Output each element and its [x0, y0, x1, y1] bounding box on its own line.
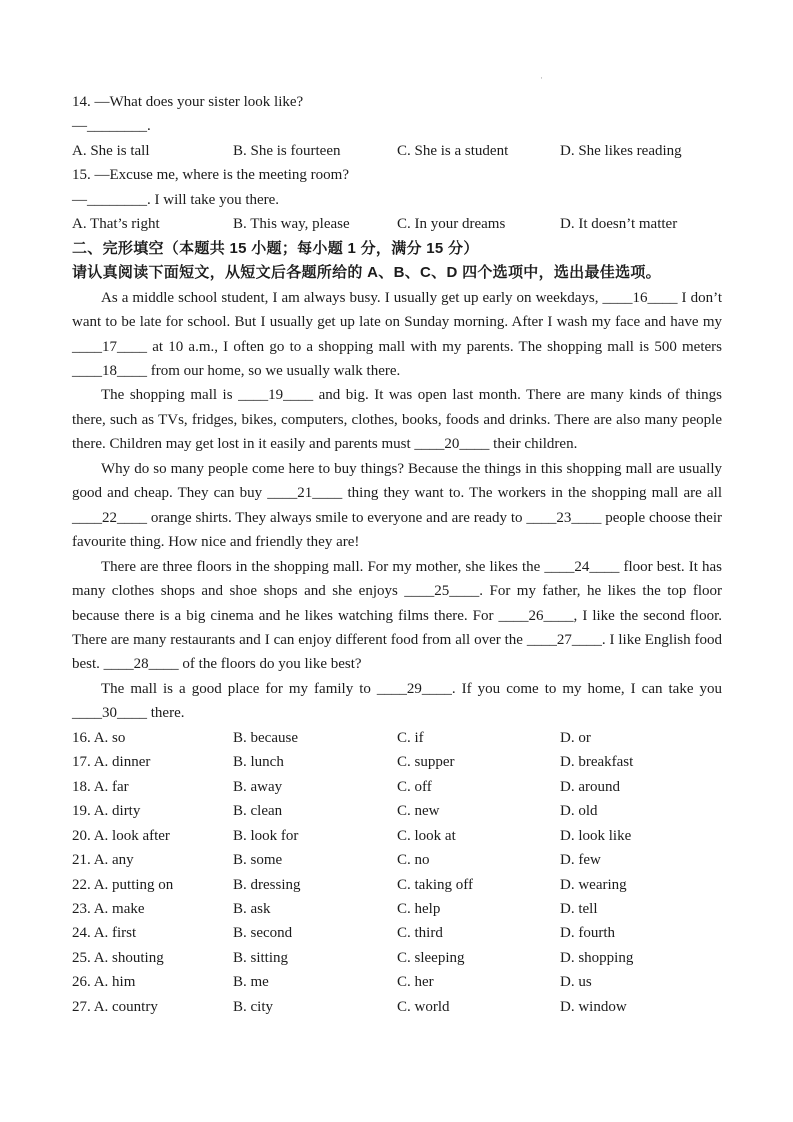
cloze-row-27 — [72, 995, 722, 1019]
option-a: 21. A. any — [72, 852, 134, 869]
option-d: D. look like — [560, 827, 632, 844]
option-c: C. sleeping — [397, 949, 465, 966]
cloze-row-19 — [72, 799, 722, 823]
question-15-options — [72, 212, 722, 236]
option-d: D. old — [560, 803, 598, 820]
section-heading: 二、完形填空（本题共 15 小题；每小题 1 分，满分 15 分） — [72, 239, 479, 257]
option-b: B. me — [233, 974, 269, 991]
option-a: 17. A. dinner — [72, 754, 151, 771]
option-b: B. away — [233, 778, 283, 795]
cloze-row-25 — [72, 946, 722, 970]
option-b: B. This way, please — [233, 216, 350, 233]
question-14-options — [72, 139, 722, 163]
option-d: D. or — [560, 729, 591, 746]
option-c: C. no — [397, 852, 430, 869]
passage-paragraph-1: As a middle school student, I am always busy. I usually get up early on weekdays, ____16____ I don’t want to be late for school. But I usually get up late on Sunday morning. After I wash my face and have my ____17____ at 10 a.m., I often go to a shopping mall with my parents. The shopping mall is 500 meters ____18____ from our home, so we usually walk there. — [72, 289, 722, 379]
cloze-row-23 — [72, 897, 722, 921]
option-d: D. It doesn’t matter — [560, 216, 678, 233]
option-a: 19. A. dirty — [72, 803, 141, 820]
option-c: C. off — [397, 778, 432, 795]
option-a: A. That’s right — [72, 216, 160, 233]
option-c: C. taking off — [397, 876, 473, 893]
option-b: B. She is fourteen — [233, 142, 341, 159]
option-c: C. third — [397, 925, 443, 942]
option-c: C. her — [397, 974, 434, 991]
option-d: D. wearing — [560, 876, 627, 893]
option-c: C. look at — [397, 827, 456, 844]
option-a: 24. A. first — [72, 925, 137, 942]
question-14-prompt: 14. —What does your sister look like? — [72, 94, 304, 110]
question-15-prompt: 15. —Excuse me, where is the meeting room? — [72, 167, 350, 184]
option-c: C. if — [397, 729, 424, 746]
cloze-row-22 — [72, 873, 722, 897]
cloze-row-20 — [72, 824, 722, 848]
option-b: B. because — [233, 729, 298, 746]
option-a: 22. A. putting on — [72, 876, 174, 893]
option-c: C. supper — [397, 754, 455, 771]
option-a: 23. A. make — [72, 900, 145, 917]
option-c: C. world — [397, 998, 450, 1015]
option-b: B. second — [233, 925, 293, 942]
section-instructions: 请认真阅读下面短文，从短文后各题所给的 A、B、C、D 四个选项中，选出最佳选项。 — [72, 264, 661, 282]
question-15-answer-blank: —________. I will take you there. — [72, 191, 280, 208]
cloze-row-18 — [72, 775, 722, 799]
option-d: D. She likes reading — [560, 142, 682, 159]
option-a: 25. A. shouting — [72, 949, 164, 966]
option-a: 27. A. country — [72, 998, 158, 1015]
option-a: A. She is tall — [72, 142, 150, 159]
exam-page — [72, 90, 722, 1019]
option-c: C. new — [397, 803, 440, 820]
passage-paragraph-4: There are three floors in the shopping mall. For my mother, she likes the ____24____ floor best. It has many clothes shops and shoe shops and she enjoys ____25____. For my father, he likes the top floor because there is a big cinema and he likes watching films there. For ____26____, I like the second floor. There are many restaurants and I can enjoy different food from all over the ____27____. I like English food best. ____28____ of the floors do you like best? — [72, 558, 722, 673]
cloze-row-24 — [72, 921, 722, 945]
option-d: D. breakfast — [560, 754, 634, 771]
option-a: 20. A. look after — [72, 827, 170, 844]
option-a: 18. A. far — [72, 778, 129, 795]
cloze-row-16 — [72, 726, 722, 750]
option-b: B. dressing — [233, 876, 301, 893]
option-a: 26. A. him — [72, 974, 136, 991]
cloze-row-26 — [72, 970, 722, 994]
cloze-row-21 — [72, 848, 722, 872]
option-d: D. us — [560, 974, 592, 991]
option-b: B. some — [233, 852, 283, 869]
option-b: B. lunch — [233, 754, 284, 771]
option-c: C. help — [397, 900, 441, 917]
stray-mark: · — [540, 73, 543, 83]
option-a: 16. A. so — [72, 729, 126, 746]
option-d: D. around — [560, 778, 620, 795]
option-c: C. In your dreams — [397, 216, 506, 233]
passage-paragraph-2: The shopping mall is ____19____ and big. It was open last month. There are many kinds of things there, such as TVs, fridges, bikes, computers, clothes, books, foods and drinks. There are also many people there. Children may get lost in it easily and parents must ____20____ their children. — [72, 387, 722, 453]
question-14-answer-blank: —________. — [72, 118, 151, 135]
option-d: D. shopping — [560, 949, 634, 966]
option-b: B. city — [233, 998, 273, 1015]
option-b: B. look for — [233, 827, 299, 844]
option-c: C. She is a student — [397, 142, 509, 159]
option-d: D. few — [560, 852, 601, 869]
option-d: D. fourth — [560, 925, 615, 942]
option-b: B. sitting — [233, 949, 289, 966]
passage-paragraph-5: The mall is a good place for my family to ____29____. If you come to my home, I can take you ____30____ there. — [72, 680, 722, 722]
option-b: B. clean — [233, 803, 283, 820]
passage-paragraph-3: Why do so many people come here to buy things? Because the things in this shopping mall are usually good and cheap. They can buy ____21____ thing they want to. The workers in the shopping mall are all ____22____ orange shirts. They always smile to everyone and are ready to ____23____ people choose their favourite thing. How nice and friendly they are! — [72, 460, 722, 551]
option-d: D. tell — [560, 900, 598, 917]
option-b: B. ask — [233, 900, 271, 917]
cloze-row-17 — [72, 750, 722, 774]
option-d: D. window — [560, 998, 627, 1015]
